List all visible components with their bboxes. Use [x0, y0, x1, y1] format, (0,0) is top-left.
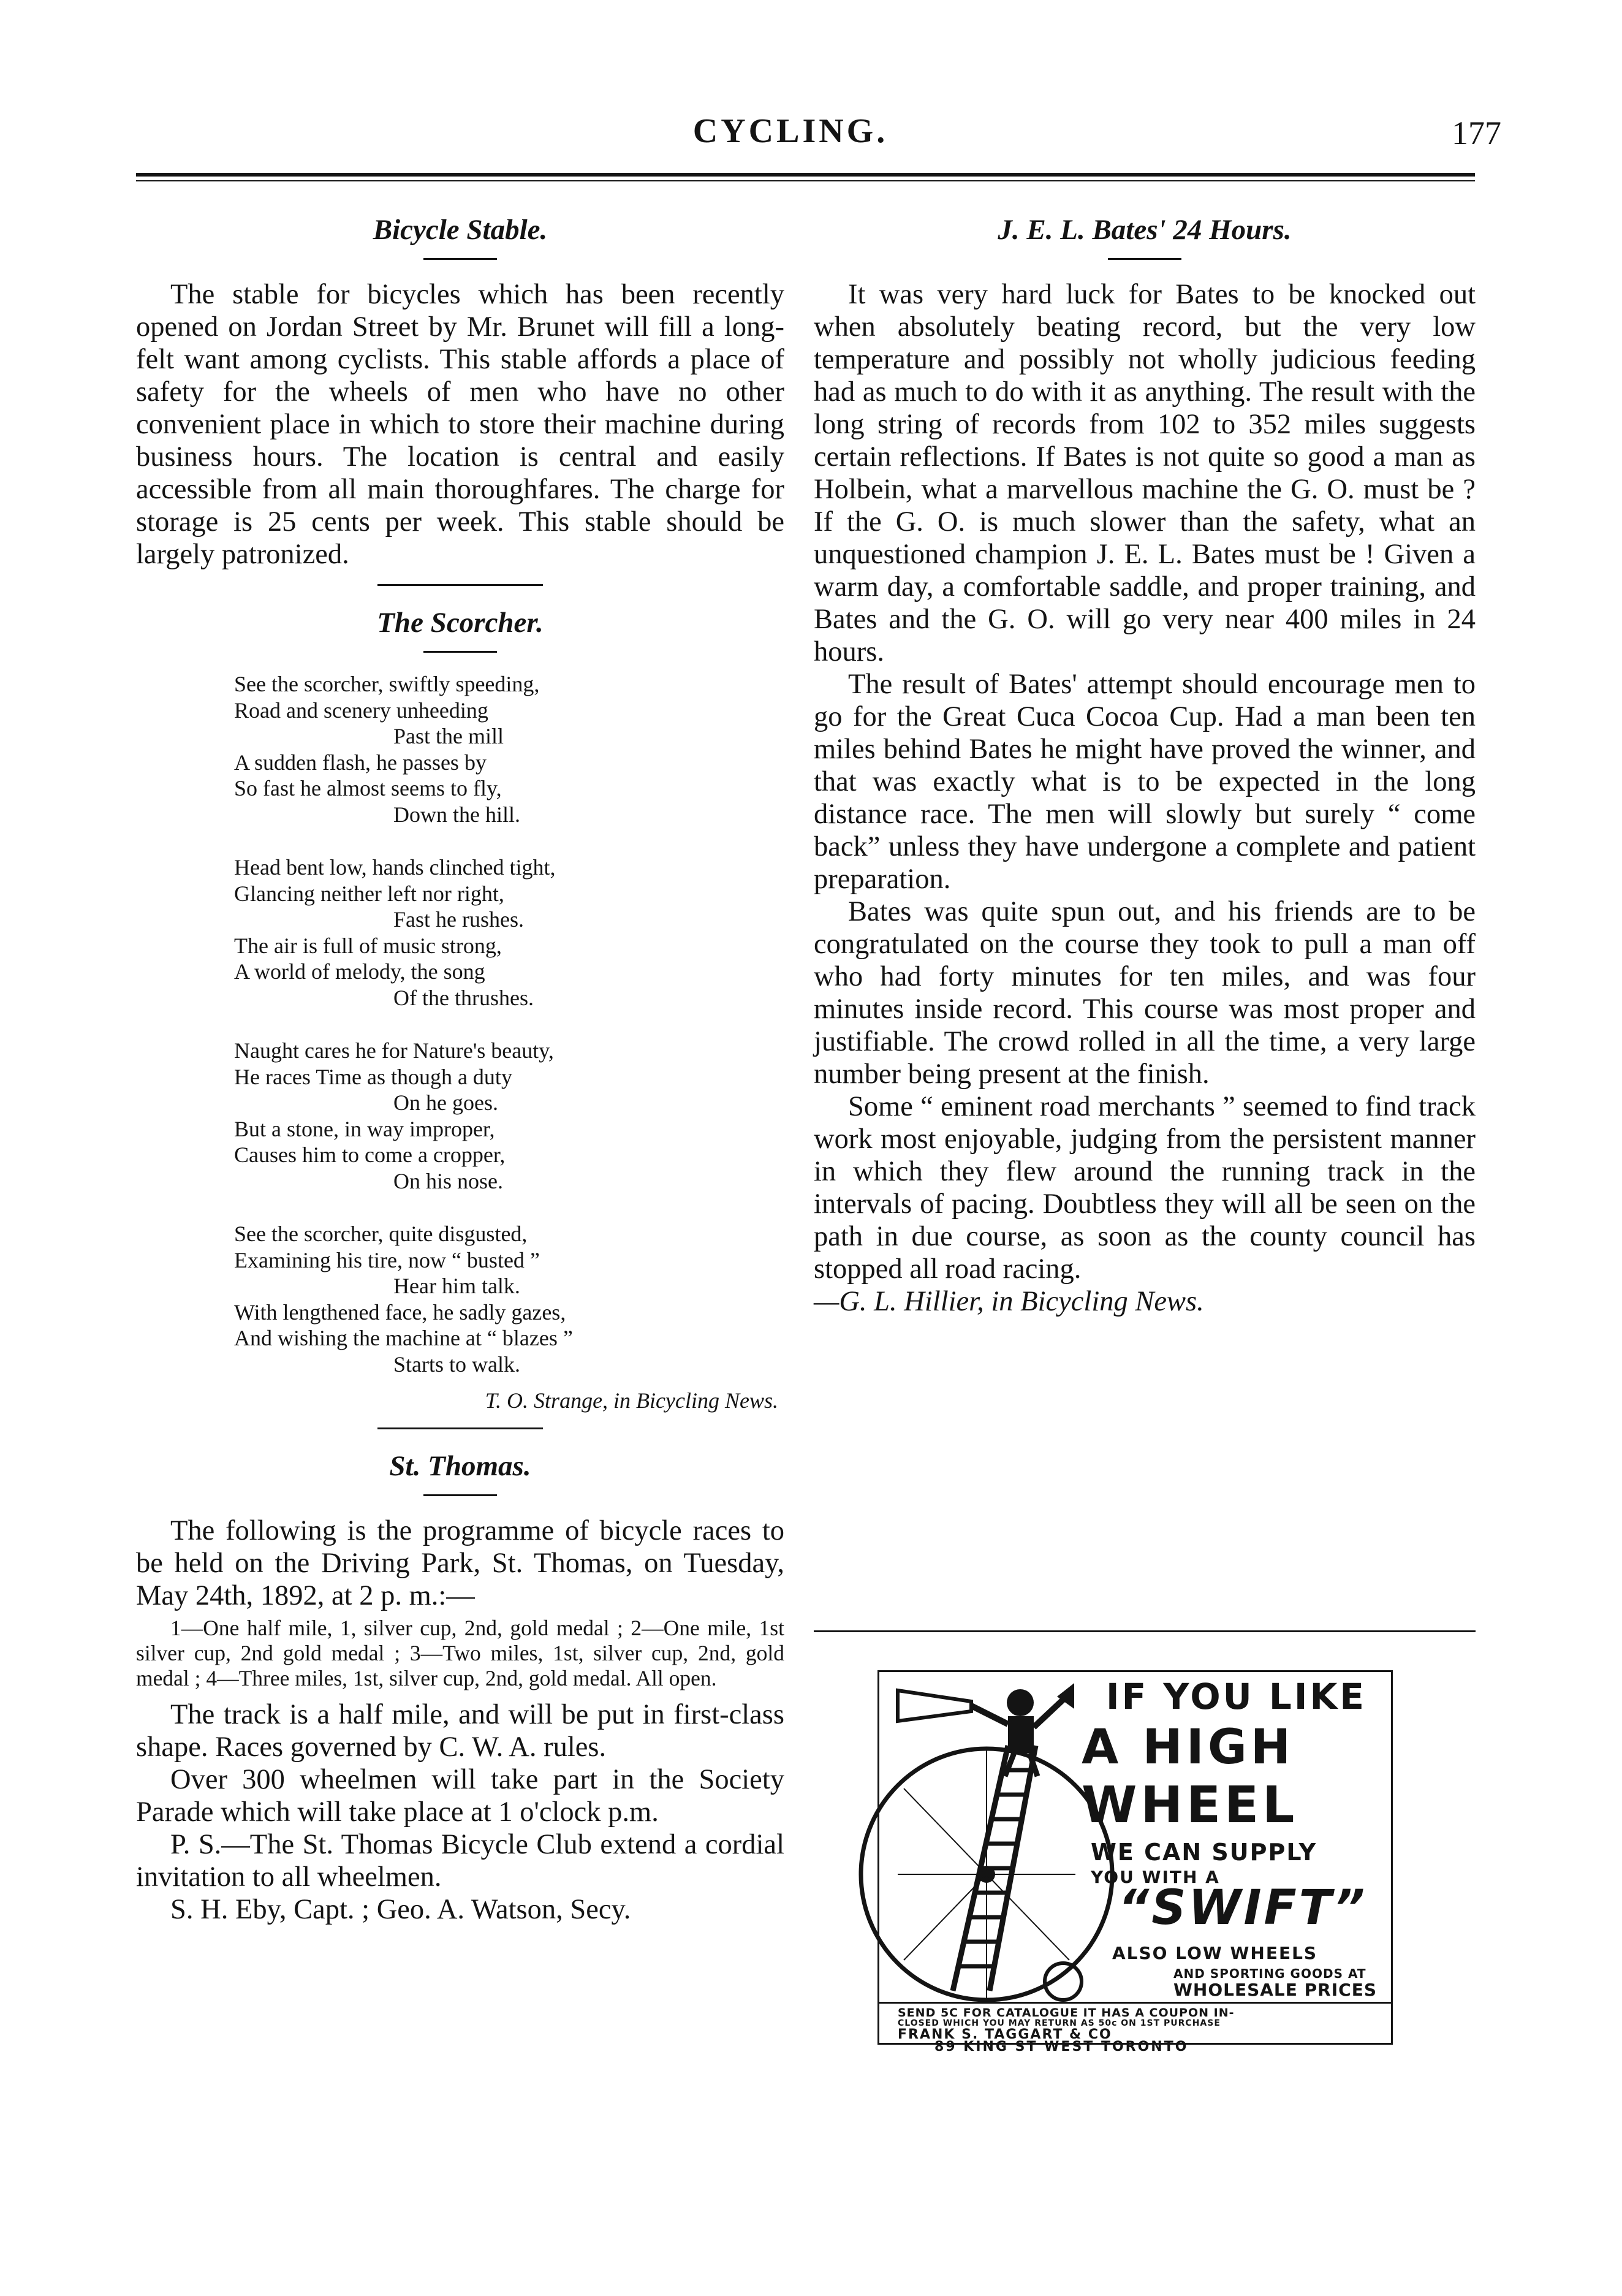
- poem-line: On his nose.: [393, 1168, 503, 1193]
- poem-stanza: [234, 671, 784, 827]
- ad-footer-text: SEND 5C FOR CATALOGUE IT HAS A COUPON IN-: [898, 2006, 1235, 2020]
- bates-credit: [814, 1285, 1476, 1318]
- title-divider: [423, 651, 497, 653]
- bates-paragraph: The result of Bates' attempt should encourage men to go for the Great Cuca Cocoa Cup. Had a man been ten miles behind Bates he might have proved the winner, and that was exactly what is to be expected in the long distance race. The men will slowly but surely “ come back” unless they have undergone a complete and patient preparation.: [814, 669, 1476, 895]
- poem-line: On he goes.: [393, 1090, 498, 1115]
- ad-text: WHOLESALE PRICES: [1173, 1980, 1377, 2000]
- section-divider: [377, 1427, 543, 1429]
- right-column: [814, 211, 1476, 1318]
- bates-paragraph: It was very hard luck for Bates to be knocked out when absolutely beating record, but the very low temperature and possibly not wholly judicious feeding had as much to do with it as anything. The result with the long string of records from 102 to 352 miles suggests certain reflections. If Bates is not quite so good a man as Holbein, what a marvellous machine the G. O. must be ? If the G. O. is much slower than the safety, what an unquestioned champion J. E. L. Bates must be ! Given a warm day, a comfortable saddle, and proper training, and Bates and the G. O. will go very near 400 miles in 24 hours.: [814, 279, 1476, 667]
- ad-text: WE CAN SUPPLY: [1091, 1839, 1317, 1866]
- poem-line: A sudden flash, he passes by: [234, 750, 487, 775]
- advertisement: [877, 1670, 1393, 2055]
- poem-stanza: [234, 1038, 784, 1194]
- scorcher-title: The Scorcher.: [377, 607, 544, 639]
- ad-text: ALSO LOW WHEELS: [1112, 1943, 1318, 1963]
- poem-line: Naught cares he for Nature's beauty,: [234, 1038, 554, 1063]
- poem-line: Down the hill.: [393, 802, 520, 827]
- poem-stanza: [234, 1221, 784, 1377]
- page-number: 177: [1452, 115, 1501, 151]
- poem-line: Road and scenery unheeding: [234, 698, 488, 723]
- poem-line: Glancing neither left nor right,: [234, 881, 504, 906]
- st-thomas-parade: Over 300 wheelmen will take part in the Society Parade which will take place at 1 o'clock p.m.: [136, 1764, 784, 1828]
- st-thomas-article: [136, 1448, 784, 1926]
- high-wheel-illustration: [879, 1672, 1082, 2002]
- ad-brand: “SWIFT”: [1118, 1880, 1368, 1936]
- ad-address: 89 KING ST WEST TORONTO: [934, 2039, 1189, 2055]
- poem-line: Head bent low, hands clinched tight,: [234, 855, 556, 880]
- st-thomas-intro: The following is the programme of bicycle races to be held on the Driving Park, St. Thomas, on Tuesday, May 24th, 1892, at 2 p. m.:—: [136, 1515, 784, 1611]
- title-divider: [1108, 258, 1181, 260]
- race-programme: 1—One half mile, 1, silver cup, 2nd, gold medal ; 2—One mile, 1st silver cup, 2nd gold medal ; 3—Two miles, 1st, silver cup, 2nd, gold medal ; 4—Three miles, 1st, silver cup, 2nd, gold medal. All open.: [136, 1616, 784, 1690]
- advertisement-divider: [814, 1630, 1476, 1632]
- poem-line: So fast he almost seems to fly,: [234, 776, 502, 800]
- poem-line: Of the thrushes.: [393, 985, 534, 1010]
- bates-credit-text: —G. L. Hillier, in Bicycling News.: [814, 1286, 1204, 1317]
- poem-body: [234, 671, 784, 1377]
- ad-headline: IF YOU LIKE: [1106, 1676, 1367, 1717]
- left-column: [136, 211, 784, 1926]
- scorcher-poem: [136, 604, 784, 1414]
- poem-line: Fast he rushes.: [393, 907, 524, 932]
- poem-line: See the scorcher, quite disgusted,: [234, 1222, 528, 1246]
- poem-credit: T. O. Strange, in Bicycling News.: [485, 1388, 778, 1413]
- header-rule: [136, 173, 1475, 177]
- poem-line: He races Time as though a duty: [234, 1064, 512, 1089]
- poem-line: A world of melody, the song: [234, 959, 485, 984]
- ad-footer-text: CLOSED WHICH YOU MAY RETURN AS 50c ON 1ST PURCHASE: [898, 2018, 1221, 2028]
- poem-line: Starts to walk.: [393, 1351, 520, 1377]
- title-divider: [423, 1494, 497, 1496]
- poem-line: With lengthened face, he sadly gazes,: [234, 1299, 566, 1325]
- bates-title: J. E. L. Bates' 24 Hours.: [998, 214, 1292, 246]
- running-title: CYCLING.: [692, 112, 889, 150]
- ad-footer: [879, 2002, 1391, 2055]
- poem-line: Examining his tire, now “ busted ”: [234, 1247, 540, 1272]
- bates-paragraph: Some “ eminent road merchants ” seemed to find track work most enjoyable, judging from the persistent manner in which they flew around the running track in the intervals of pacing. Doubtless they will all be seen on the path in due course, as soon as the county council has stopped all road racing.: [814, 1091, 1476, 1285]
- title-divider: [423, 258, 497, 260]
- bicycle-stable-article: [136, 211, 784, 571]
- poem-line: But a stone, in way improper,: [234, 1116, 495, 1141]
- ad-company: FRANK S. TAGGART & CO: [898, 2027, 1112, 2042]
- poem-stanza: [234, 854, 784, 1011]
- poem-line: Causes him to come a cropper,: [234, 1142, 506, 1167]
- st-thomas-signature: S. H. Eby, Capt. ; Geo. A. Watson, Secy.: [170, 1894, 631, 1925]
- ad-text: AND SPORTING GOODS AT: [1173, 1966, 1366, 1981]
- st-thomas-track: The track is a half mile, and will be put in first-class shape. Races governed by C. W. A. rules.: [136, 1699, 784, 1763]
- bicycle-stable-title: Bicycle Stable.: [373, 214, 548, 246]
- ad-text: YOU WITH A: [1091, 1867, 1220, 1887]
- ad-headline: WHEEL: [1082, 1776, 1298, 1834]
- bates-article: [814, 211, 1476, 1318]
- ad-headline: A HIGH: [1082, 1720, 1295, 1775]
- poem-line: Hear him talk.: [393, 1274, 520, 1298]
- poem-line: The air is full of music strong,: [234, 933, 502, 958]
- poem-line: Past the mill: [393, 724, 504, 748]
- header-rule-thin: [136, 180, 1475, 181]
- st-thomas-invitation: P. S.—The St. Thomas Bicycle Club extend a cordial invitation to all wheelmen.: [136, 1829, 784, 1893]
- bates-paragraph: Bates was quite spun out, and his friends are to be congratulated on the course they took to pull a man off who had forty minutes for ten miles, and was four minutes inside record. This course was most proper and justifiable. The crowd rolled in all the time, a very large number being present at the finish.: [814, 896, 1476, 1090]
- poem-line: See the scorcher, swiftly speeding,: [234, 672, 540, 696]
- poem-line: And wishing the machine at “ blazes ”: [234, 1326, 573, 1350]
- st-thomas-title: St. Thomas.: [389, 1450, 531, 1482]
- bicycle-stable-body: The stable for bicycles which has been recently opened on Jordan Street by Mr. Brunet will fill a long-felt want among cyclists. This stable affords a place of safety for the wheels of men who have no other convenient place in which to store their machine during business hours. The location is central and easily accessible from all main thoroughfares. The charge for storage is 25 cents per week. This stable should be largely patronized.: [136, 279, 784, 570]
- section-divider: [377, 584, 543, 586]
